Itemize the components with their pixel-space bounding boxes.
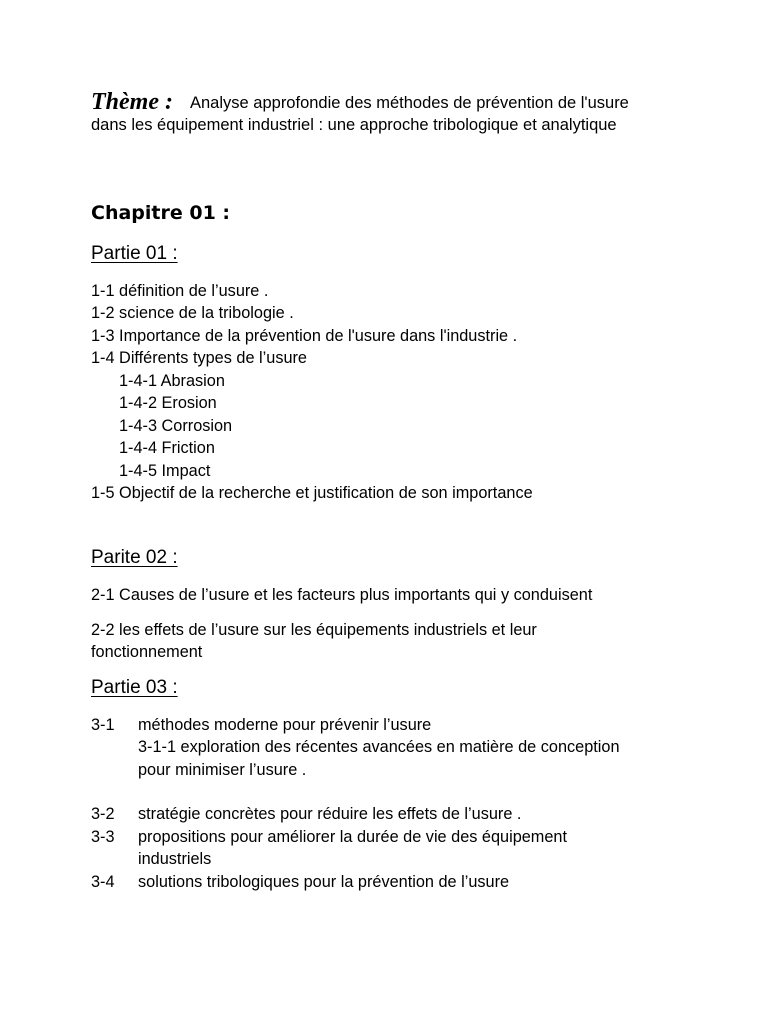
part3-item-3-4: solutions tribologiques pour la prévention de l’usure	[138, 873, 510, 891]
part3-item-3-2: stratégie concrètes pour réduire les effets de l’usure .	[138, 805, 522, 823]
part1-item-1-5: 1-5 Objectif de la recherche et justification de son importance	[91, 484, 533, 502]
part3-item-3-1-1: 3-1-1 exploration des récentes avancées en matière de conception	[138, 738, 620, 756]
part2-item-2-2: 2-2 les effets de l’usure sur les équipements industriels et leur	[91, 621, 537, 639]
part3-item-3-3: propositions pour améliorer la durée de vie des équipement	[138, 828, 567, 846]
part3-item-3-1-1-cont: pour minimiser l’usure .	[138, 761, 307, 779]
theme-text-line1: Analyse approfondie des méthodes de prévention de l'usure	[190, 94, 629, 112]
part1-item-1-4-5: 1-4-5 Impact	[119, 462, 211, 480]
part1-title: Partie 01 :	[91, 243, 178, 264]
part1-item-1-4-1: 1-4-1 Abrasion	[119, 372, 225, 390]
chapter-title: Chapitre 01 :	[91, 202, 231, 224]
part3-item-3-1: méthodes moderne pour prévenir l’usure	[138, 716, 432, 734]
part1-item-1-3: 1-3 Importance de la prévention de l'usure dans l'industrie .	[91, 327, 518, 345]
part1-item-1-4: 1-4 Différents types de l’usure	[91, 349, 307, 367]
part3-item-num-3-3: 3-3	[91, 828, 115, 846]
part2-item-2-2-cont: fonctionnement	[91, 643, 203, 661]
part3-item-3-3-cont: industriels	[138, 850, 212, 868]
part2-item-2-1: 2-1 Causes de l’usure et les facteurs plus importants qui y conduisent	[91, 586, 593, 604]
theme-text-line2: dans les équipement industriel : une approche tribologique et analytique	[91, 116, 617, 134]
part3-title: Partie 03 :	[91, 677, 178, 698]
theme-label: Thème :	[91, 89, 173, 115]
part1-item-1-1: 1-1 définition de l’usure .	[91, 282, 269, 300]
part1-item-1-2: 1-2 science de la tribologie .	[91, 304, 294, 322]
part3-item-num-3-4: 3-4	[91, 873, 115, 891]
part1-item-1-4-3: 1-4-3 Corrosion	[119, 417, 233, 435]
part1-item-1-4-4: 1-4-4 Friction	[119, 439, 215, 457]
part3-item-num-3-2: 3-2	[91, 805, 115, 823]
part1-item-1-4-2: 1-4-2 Erosion	[119, 394, 217, 412]
part2-title: Parite 02 :	[91, 547, 178, 568]
part3-item-num-3-1: 3-1	[91, 716, 115, 734]
